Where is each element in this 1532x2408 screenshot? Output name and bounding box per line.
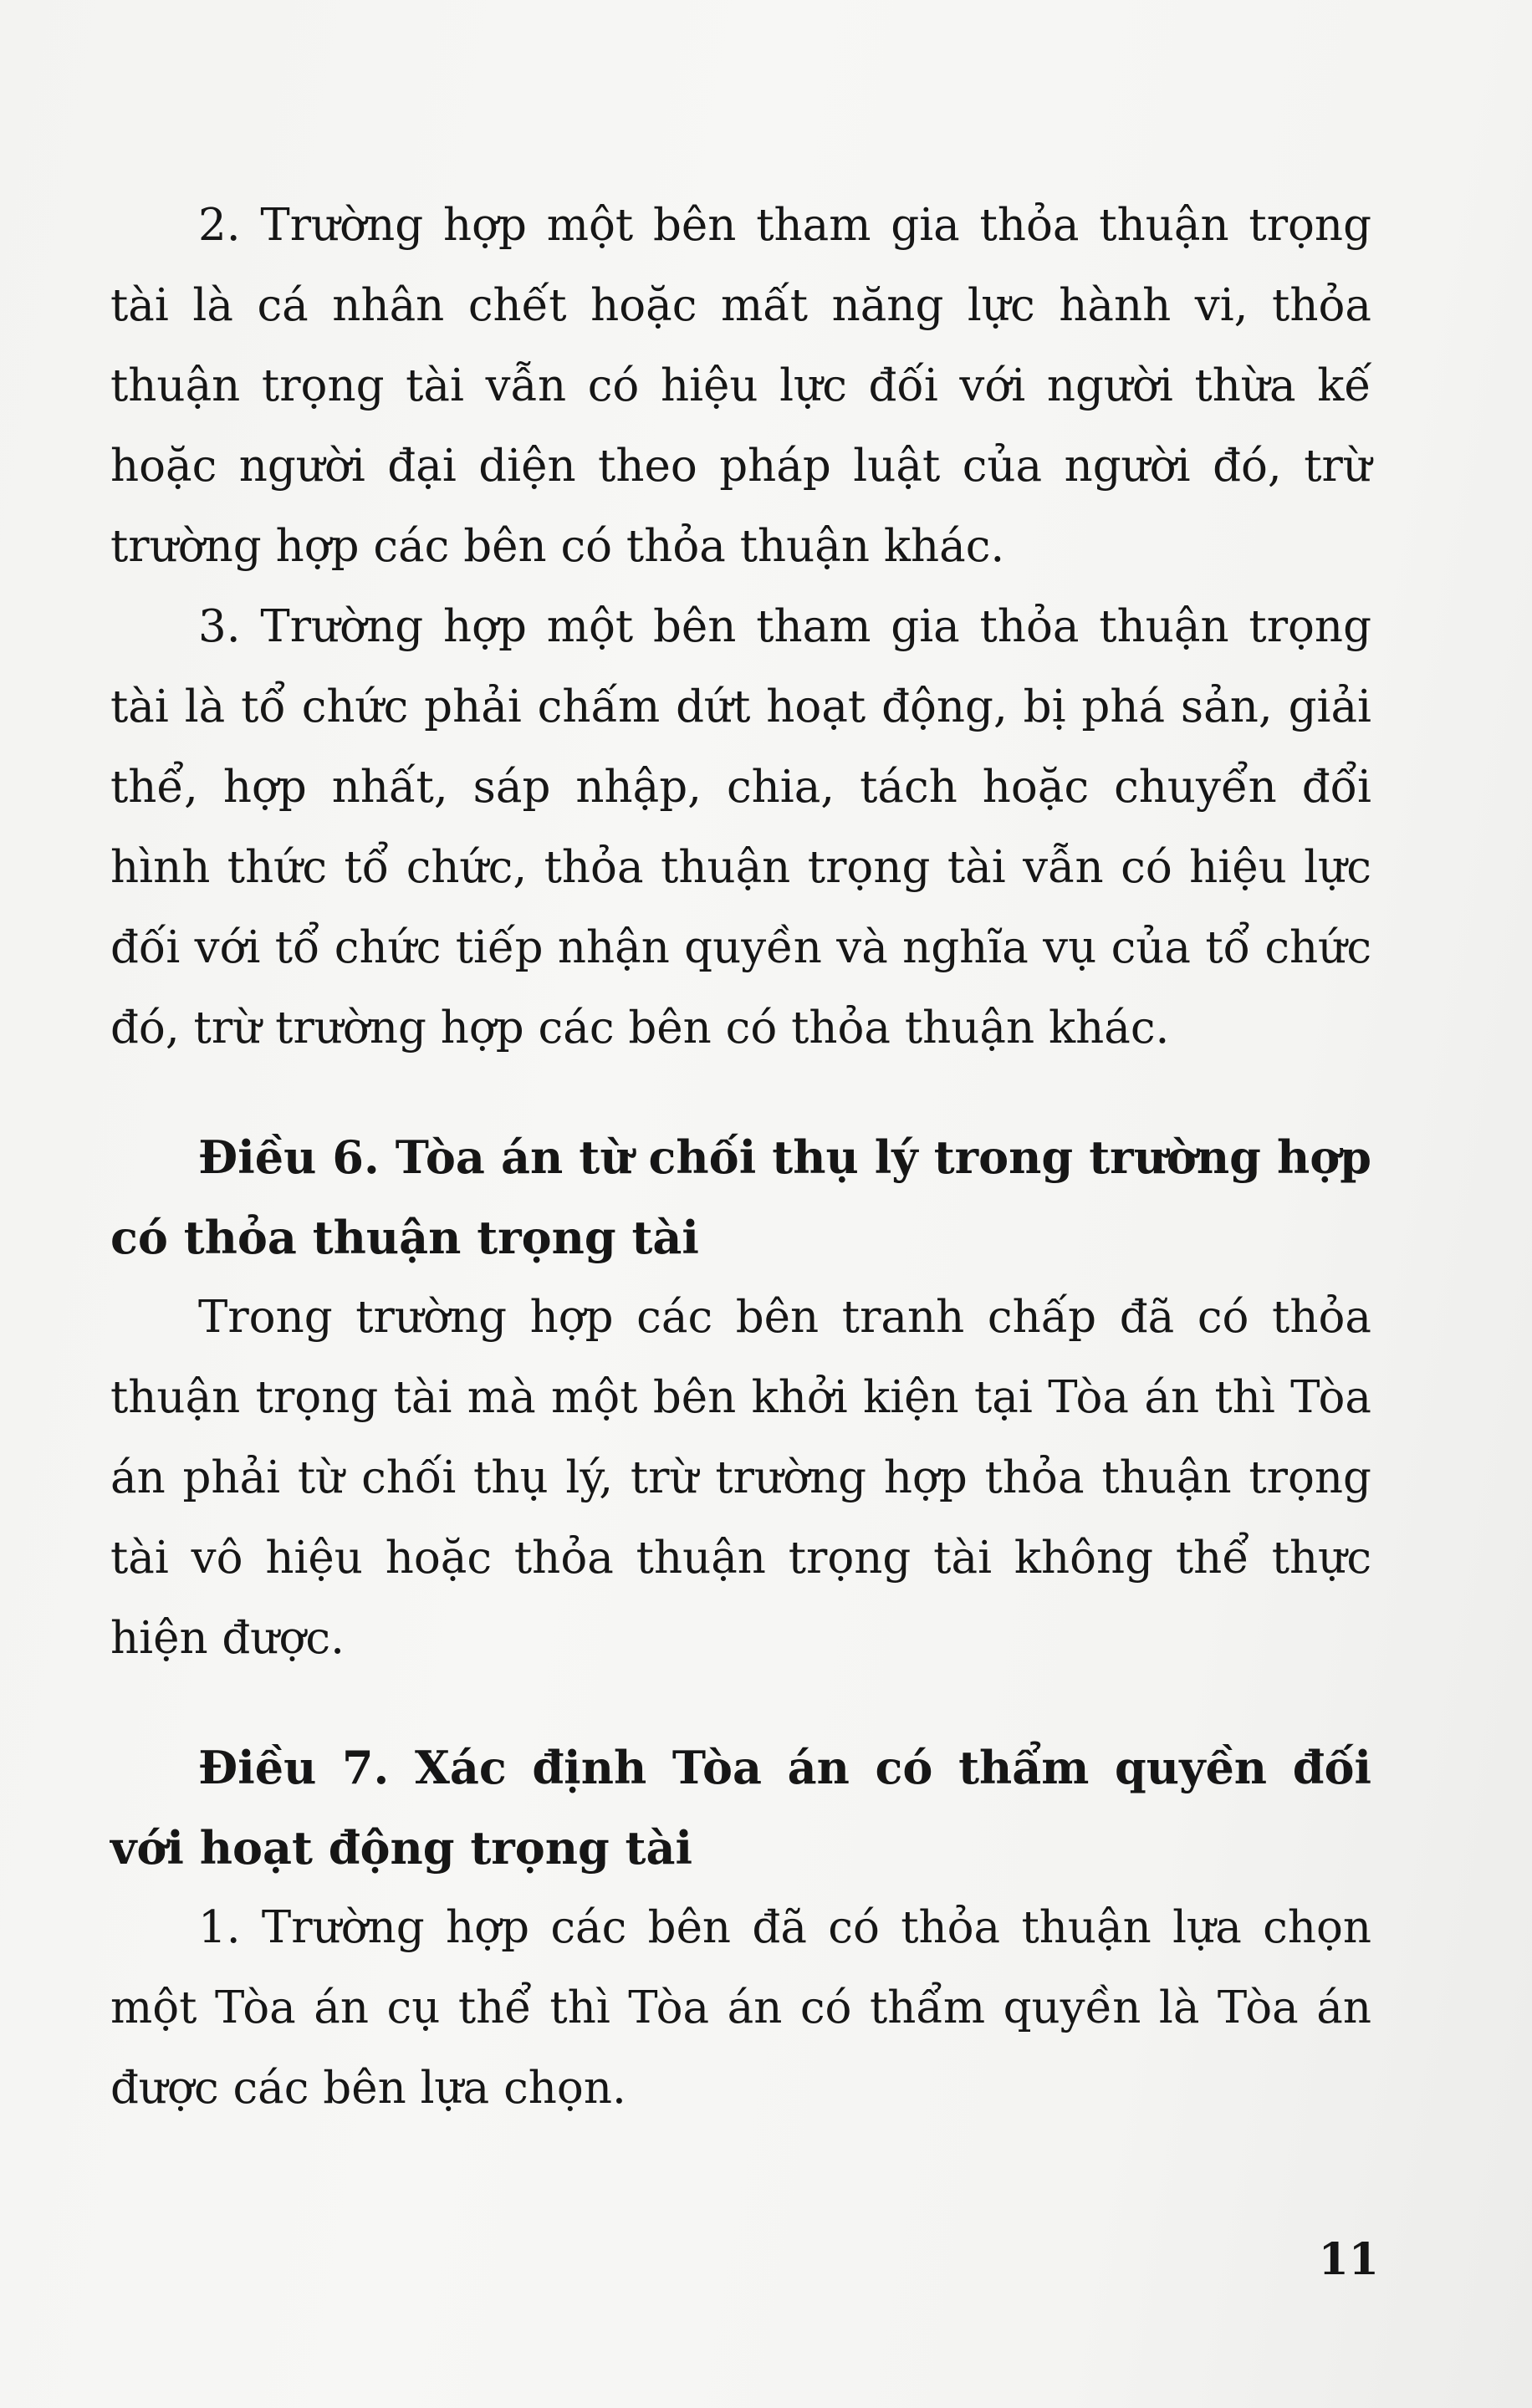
paragraph-clause-2: 2. Trường hợp một bên tham gia thỏa thuận trọng tài là cá nhân chết hoặc mất năng lực hành vi, thỏa thuận trọng tài vẫn có hiệu lực đối với người thừa kế hoặc người đại diện theo pháp luật của người đó, trừ trường hợp các bên có thỏa thuận khác.: [110, 200, 1371, 572]
article-7-heading: Điều 7. Xác định Tòa án có thẩm quyền đối với hoạt động trọng tài: [110, 1741, 1371, 1875]
text-column: [110, 186, 1371, 2129]
article-6-body: Trong trường hợp các bên tranh chấp đã có thỏa thuận trọng tài mà một bên khởi kiện tại Tòa án thì Tòa án phải từ chối thụ lý, trừ trường hợp thỏa thuận trọng tài vô hiệu hoặc thỏa thuận trọng tài không thể thực hiện được.: [110, 1292, 1371, 1664]
page-number: 11: [1318, 2234, 1379, 2285]
article-6-heading: Điều 6. Tòa án từ chối thụ lý trong trường hợp có thỏa thuận trọng tài: [110, 1130, 1371, 1264]
article-7-clause-1: 1. Trường hợp các bên đã có thỏa thuận lựa chọn một Tòa án cụ thể thì Tòa án có thẩm quyền là Tòa án được các bên lựa chọn.: [110, 1902, 1371, 2114]
paragraph-clause-3: 3. Trường hợp một bên tham gia thỏa thuận trọng tài là tổ chức phải chấm dứt hoạt động, bị phá sản, giải thể, hợp nhất, sáp nhập, chia, tách hoặc chuyển đổi hình thức tổ chức, thỏa thuận trọng tài vẫn có hiệu lực đối với tổ chức tiếp nhận quyền và nghĩa vụ của tổ chức đó, trừ trường hợp các bên có thỏa thuận khác.: [110, 601, 1371, 1054]
